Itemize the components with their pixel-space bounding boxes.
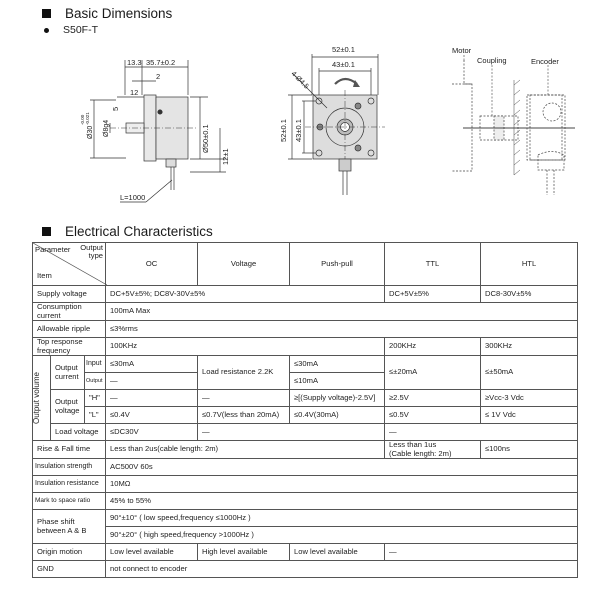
cell: ≤10mA xyxy=(290,373,385,390)
mounting-drawing xyxy=(430,40,600,200)
section-basic-dimensions xyxy=(42,6,172,21)
row-label: Origin motion xyxy=(33,544,106,561)
cell: AC500V 60s xyxy=(106,459,578,476)
cell: — xyxy=(106,390,198,407)
table-row xyxy=(33,390,578,407)
table-row xyxy=(33,510,578,527)
cell: ≤100ns xyxy=(481,441,578,459)
cell: ≤3%rms xyxy=(106,321,578,338)
cell: ≤ 1V Vdc xyxy=(481,407,578,424)
output-volume-cell xyxy=(33,356,51,441)
dim-5: 5 xyxy=(111,106,120,111)
cell: High level available xyxy=(198,544,290,561)
row-label: Rise & Fall time xyxy=(33,441,106,459)
cell: ≤30mA xyxy=(290,356,385,373)
cell: Low level available xyxy=(290,544,385,561)
motor-label: Motor xyxy=(452,46,472,55)
dim-43-horizontal: 43±0.1 xyxy=(332,60,355,69)
header-diagonal-cell xyxy=(33,243,106,286)
square-bullet-icon xyxy=(42,227,51,236)
cell: ≤0.4V(30mA) xyxy=(290,407,385,424)
dim-boss: Ø30 xyxy=(87,125,94,139)
cell: 90°±10° ( low speed,frequency ≤1000Hz ) xyxy=(106,510,578,527)
table-row xyxy=(33,527,578,544)
dim-2: 2 xyxy=(156,72,161,81)
cell: not connect to encoder xyxy=(106,561,578,578)
side-view-drawing xyxy=(80,55,260,215)
cell: DC+5V±5%; DC8V-30V±5% xyxy=(106,286,385,303)
cell: ≤±50mA xyxy=(481,356,578,390)
dim-body: Ø50±0.1 xyxy=(201,124,210,153)
row-label: Output current xyxy=(51,356,85,390)
cell: 200KHz xyxy=(385,338,481,356)
square-bullet-icon xyxy=(42,9,51,18)
sub-label: "H" xyxy=(85,390,106,407)
row-label: Allowable ripple xyxy=(33,321,106,338)
row-label: Insulation strength xyxy=(33,459,106,476)
row-label: GND xyxy=(33,561,106,578)
col-htl: HTL xyxy=(481,243,578,286)
cell: Less than 2us(cable length: 2m) xyxy=(106,441,385,459)
cell: 100KHz xyxy=(106,338,385,356)
table-row xyxy=(33,441,578,459)
table-row xyxy=(33,286,578,303)
electrical-table xyxy=(32,242,578,578)
cell: DC+5V±5% xyxy=(385,286,481,303)
mounting-holes: 4-Ø4.5 xyxy=(289,70,310,91)
model-name: S50F-T xyxy=(63,24,99,36)
table-header-row xyxy=(33,243,578,286)
col-ttl: TTL xyxy=(385,243,481,286)
cell: 300KHz xyxy=(481,338,578,356)
dim-12: 12 xyxy=(130,88,139,97)
cell: ≤0.4V xyxy=(106,407,198,424)
coupling-label: Coupling xyxy=(477,56,507,65)
sub-label: Input xyxy=(85,356,106,373)
col-voltage: Voltage xyxy=(198,243,290,286)
table-row xyxy=(33,476,578,493)
cell: ≥[(Supply voltage)-2.5V] xyxy=(290,390,385,407)
table-row xyxy=(33,321,578,338)
table-row xyxy=(33,424,578,441)
col-oc: OC xyxy=(106,243,198,286)
cell: DC8-30V±5% xyxy=(481,286,578,303)
dim-shaft: Ø8g4 xyxy=(103,119,110,137)
output-volume-label: Output volume xyxy=(32,371,41,425)
cell: — xyxy=(198,390,290,407)
header-output-type: Output type xyxy=(80,243,104,260)
row-label: Load voltage xyxy=(51,424,106,441)
dim-35-7: 35.7±0.2 xyxy=(146,58,176,67)
row-label: Consumption current xyxy=(33,303,106,321)
section-electrical xyxy=(42,224,213,239)
cell: ≥2.5V xyxy=(385,390,481,407)
sub-label: Output xyxy=(85,373,106,390)
model-label xyxy=(42,24,98,36)
row-label: Mark to space ratio xyxy=(33,493,106,510)
cell: 10MΩ xyxy=(106,476,578,493)
cell: Less than 1us (Cable length: 2m) xyxy=(385,441,481,459)
cell: ≤±20mA xyxy=(385,356,481,390)
table-row xyxy=(33,459,578,476)
table-row xyxy=(33,338,578,356)
dim-52-horizontal: 52±0.1 xyxy=(332,45,355,54)
row-label: Supply voltage xyxy=(33,286,106,303)
dim-52-vertical: 52±0.1 xyxy=(279,119,288,142)
table-row xyxy=(33,356,578,373)
row-label: Phase shift between A & B xyxy=(33,510,106,544)
header-parameter: Parameter xyxy=(35,245,71,254)
table-row xyxy=(33,407,578,424)
header-item: Item xyxy=(37,270,52,280)
front-view-drawing xyxy=(260,40,410,200)
table-row xyxy=(33,561,578,578)
cell: — xyxy=(385,544,578,561)
dim-boss-tol-upper: -0.00 xyxy=(80,114,85,125)
cell: 100mA Max xyxy=(106,303,578,321)
dim-43-vertical: 43±0.1 xyxy=(294,119,303,142)
cell: 90°±20° ( high speed,frequency >1000Hz ) xyxy=(106,527,578,544)
row-label: Top response frequency xyxy=(33,338,106,356)
dim-12-pm-1: 12±1 xyxy=(221,148,230,165)
table-row xyxy=(33,303,578,321)
table-row xyxy=(33,493,578,510)
row-label: Insulation resistance xyxy=(33,476,106,493)
cell: — xyxy=(198,424,385,441)
dot-bullet-icon xyxy=(44,28,49,33)
cell: ≥Vcc-3 Vdc xyxy=(481,390,578,407)
cell: — xyxy=(106,373,198,390)
cell: ≤0.5V xyxy=(385,407,481,424)
section-title: Electrical Characteristics xyxy=(65,224,213,239)
col-push-pull: Push-pull xyxy=(290,243,385,286)
cell: Low level available xyxy=(106,544,198,561)
encoder-label: Encoder xyxy=(531,57,559,66)
row-label: Output voltage xyxy=(51,390,85,424)
cell: 45% to 55% xyxy=(106,493,578,510)
cell: ≤30mA xyxy=(106,356,198,373)
dim-boss-tol-lower: -0.021 xyxy=(85,112,90,125)
cell: — xyxy=(385,424,578,441)
table-row xyxy=(33,544,578,561)
dim-13-3: 13.3 xyxy=(127,58,142,67)
section-title: Basic Dimensions xyxy=(65,6,173,21)
cell: ≤DC30V xyxy=(106,424,198,441)
cell: Load resistance 2.2K xyxy=(198,356,290,390)
sub-label: "L" xyxy=(85,407,106,424)
cell: ≤0.7V(less than 20mA) xyxy=(198,407,290,424)
cable-length: L=1000 xyxy=(120,193,146,202)
